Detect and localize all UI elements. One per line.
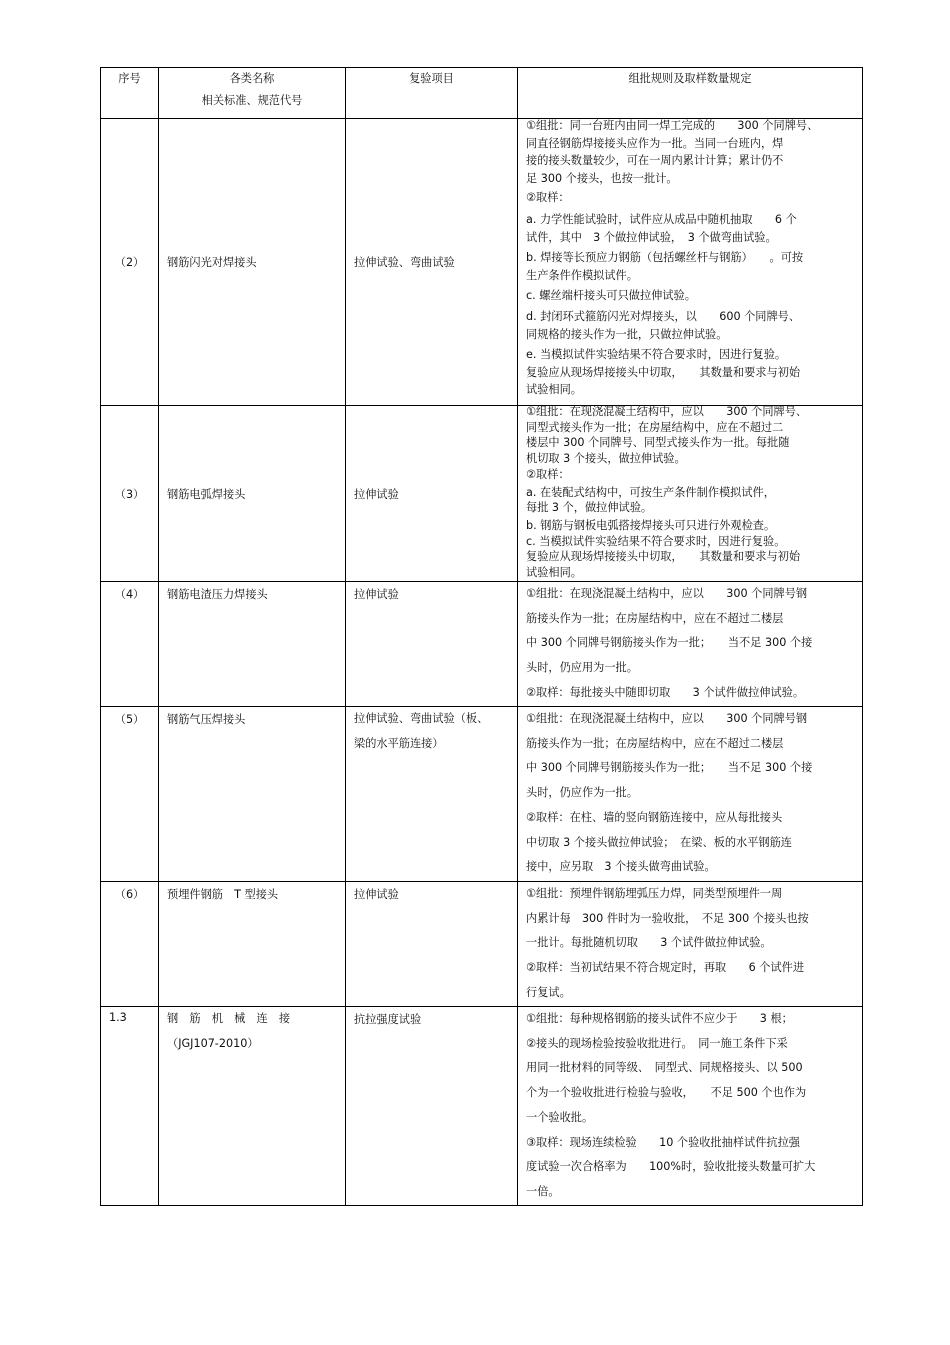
row-test-cell: 拉伸试验、弯曲试验 bbox=[346, 119, 518, 406]
rule-line: ②取样： bbox=[526, 467, 570, 481]
row-test-cell: 拉伸试验 bbox=[346, 882, 518, 1007]
table-row bbox=[101, 582, 863, 707]
rule-line: ②取样：当初试结果不符合规定时，再取 6 个试件进 bbox=[526, 961, 805, 975]
rule-line: 机切取 3 个接头，做拉伸试验。 bbox=[526, 452, 686, 466]
rule-line: ①组批：在现浇混凝土结构中，应以 300 个同牌号钢 bbox=[526, 587, 808, 600]
header-name-line1: 各类名称 bbox=[229, 72, 275, 85]
rule-line: 中 300 个同牌号钢筋接头作为一批； 当不足 300 个接 bbox=[526, 636, 813, 650]
row-number-cell: （5） bbox=[101, 707, 159, 882]
row-name-cell: 钢筋电渣压力焊接头 bbox=[159, 582, 346, 707]
rule-line: 足 300 个接头，也按一批计。 bbox=[526, 171, 678, 185]
rule-line: ①组批：每种规格钢筋的接头试件不应少于 3 根； bbox=[526, 1012, 793, 1025]
table-row bbox=[101, 406, 863, 582]
rule-line: ②取样：每批接头中随即切取 3 个试件做拉伸试验。 bbox=[526, 685, 805, 699]
rule-line: b. 钢筋与钢板电弧搭接焊接头可只进行外观检查。 bbox=[526, 518, 776, 532]
rule-line: 用同一批材料的同等级、 同型式、同规格接头、以 500 bbox=[526, 1061, 803, 1075]
rule-line: 中切取 3 个接头做拉伸试验； 在梁、板的水平钢筋连 bbox=[526, 835, 792, 849]
rule-line: ①组批：在现浇混凝土结构中，应以 300 个同牌号、 bbox=[526, 405, 808, 418]
rule-line: 同型式接头作为一批；在房屋结构中，应在不超过二 bbox=[526, 420, 784, 434]
row-name-cell: 钢筋电弧焊接头 bbox=[159, 406, 346, 582]
rule-line: 接的接头数量较少，可在一周内累计计算；累计仍不 bbox=[526, 154, 784, 168]
rule-line: ②取样： bbox=[526, 191, 570, 205]
row-number-cell: （2） bbox=[101, 119, 159, 406]
rule-line: b. 焊接等长预应力钢筋（包括螺丝杆与钢筋） 。可按 bbox=[526, 251, 804, 265]
row-rules-cell bbox=[518, 582, 863, 707]
rule-line: 生产条件作模拟试件。 bbox=[526, 268, 638, 282]
row-number-cell: （3） bbox=[101, 406, 159, 582]
rule-line: ③取样：现场连续检验 10 个验收批抽样试件抗拉强 bbox=[526, 1135, 800, 1149]
rule-line: 同规格的接头作为一批，只做拉伸试验。 bbox=[526, 327, 728, 341]
standard-code: （JGJ107-2010） bbox=[167, 1036, 259, 1050]
row-number-cell: 1.3 bbox=[101, 1007, 159, 1206]
rule-line: 试验相同。 bbox=[526, 566, 582, 580]
row-rules-cell bbox=[518, 1007, 863, 1206]
rule-line: ①组批：同一台班内由同一焊工完成的 300 个同牌号、 bbox=[526, 119, 819, 132]
header-name-line2: 相关标准、规范代号 bbox=[201, 94, 303, 107]
rule-line: ②取样：在柱、墙的竖向钢筋连接中，应从每批接头 bbox=[526, 810, 783, 824]
row-rules-cell bbox=[518, 707, 863, 882]
header-name-and-standard bbox=[159, 68, 346, 119]
row-rules-cell bbox=[518, 119, 863, 406]
table-header-row bbox=[101, 68, 863, 119]
rule-line: 中 300 个同牌号钢筋接头作为一批； 当不足 300 个接 bbox=[526, 761, 813, 775]
rule-line: ②接头的现场检验按验收批进行。 同一施工条件下采 bbox=[526, 1036, 788, 1050]
test-line: 拉伸试验、弯曲试验（板、 bbox=[354, 712, 489, 725]
rule-line: c. 螺丝端杆接头可只做拉伸试验。 bbox=[526, 289, 696, 303]
row-test-cell bbox=[346, 707, 518, 882]
rule-line: 楼层中 300 个同牌号、同型式接头作为一批。每批随 bbox=[526, 436, 790, 450]
rule-line: a. 在装配式结构中，可按生产条件制作模拟试件， bbox=[526, 485, 775, 499]
table-row bbox=[101, 882, 863, 1007]
rule-line: e. 当模拟试件实验结果不符合要求时，因进行复验。 bbox=[526, 348, 787, 362]
rule-line: 每批 3 个，做拉伸试验。 bbox=[526, 501, 653, 515]
row-test-cell: 拉伸试验 bbox=[346, 582, 518, 707]
rule-line: 一倍。 bbox=[526, 1184, 560, 1198]
rule-line: 试件，其中 3 个做拉伸试验， 3 个做弯曲试验。 bbox=[526, 230, 777, 244]
table-row bbox=[101, 119, 863, 406]
rule-line: 内累计每 300 件时为一验收批， 不足 300 个接头也按 bbox=[526, 911, 809, 925]
row-test-cell: 拉伸试验 bbox=[346, 406, 518, 582]
rule-line: 复验应从现场焊接接头中切取， 其数量和要求与初始 bbox=[526, 550, 801, 564]
row-name-cell: 预埋件钢筋 T 型接头 bbox=[159, 882, 346, 1007]
rule-line: 筋接头作为一批；在房屋结构中，应在不超过二楼层 bbox=[526, 611, 784, 625]
rule-line: 试验相同。 bbox=[526, 383, 582, 397]
test-line: 梁的水平筋连接） bbox=[354, 736, 444, 750]
rule-line: 复验应从现场焊接接头中切取， 其数量和要求与初始 bbox=[526, 365, 801, 379]
table-row bbox=[101, 707, 863, 882]
rule-line: 一批计。每批随机切取 3 个试件做拉伸试验。 bbox=[526, 936, 772, 950]
header-serial-number: 序号 bbox=[101, 68, 159, 119]
header-batch-rules: 组批规则及取样数量规定 bbox=[518, 68, 863, 119]
rule-line: ①组批：在现浇混凝土结构中，应以 300 个同牌号钢 bbox=[526, 712, 808, 725]
rule-line: 行复试。 bbox=[526, 985, 571, 999]
rule-line: d. 封闭环式箍筋闪光对焊接头，以 600 个同牌号、 bbox=[526, 309, 801, 323]
row-rules-cell bbox=[518, 882, 863, 1007]
table-row bbox=[101, 1007, 863, 1206]
row-number-cell: （6） bbox=[101, 882, 159, 1007]
row-name-cell: 钢筋气压焊接头 bbox=[159, 707, 346, 882]
specification-table bbox=[100, 67, 863, 1206]
rule-line: 一个验收批。 bbox=[526, 1110, 594, 1124]
rule-line: 同直径钢筋焊接接头应作为一批。当同一台班内，焊 bbox=[526, 136, 784, 150]
row-test-cell: 抗拉强度试验 bbox=[346, 1007, 518, 1206]
rule-line: ①组批：预埋件钢筋埋弧压力焊，同类型预埋件一周 bbox=[526, 887, 783, 900]
rule-line: 头时，仍应用为一批。 bbox=[526, 661, 638, 675]
rule-line: c. 当模拟试件实验结果不符合要求时，因进行复验。 bbox=[526, 534, 786, 548]
row-name-cell: 钢筋闪光对焊接头 bbox=[159, 119, 346, 406]
rule-line: 头时，仍应作为一批。 bbox=[526, 786, 638, 800]
rule-line: a. 力学性能试验时，试件应从成品中随机抽取 6 个 bbox=[526, 212, 797, 226]
row-name-cell bbox=[159, 1007, 346, 1206]
rule-line: 度试验一次合格率为 100%时，验收批接头数量可扩大 bbox=[526, 1160, 816, 1174]
name-line: 钢 筋 机 械 连 接 bbox=[167, 1012, 291, 1025]
rule-line: 筋接头作为一批；在房屋结构中，应在不超过二楼层 bbox=[526, 736, 784, 750]
header-retest-item: 复验项目 bbox=[346, 68, 518, 119]
row-rules-cell bbox=[518, 406, 863, 582]
row-number-cell: （4） bbox=[101, 582, 159, 707]
rule-line: 个为一个验收批进行检验与验收， 不足 500 个也作为 bbox=[526, 1086, 807, 1100]
rule-line: 接中，应另取 3 个接头做弯曲试验。 bbox=[526, 860, 716, 874]
